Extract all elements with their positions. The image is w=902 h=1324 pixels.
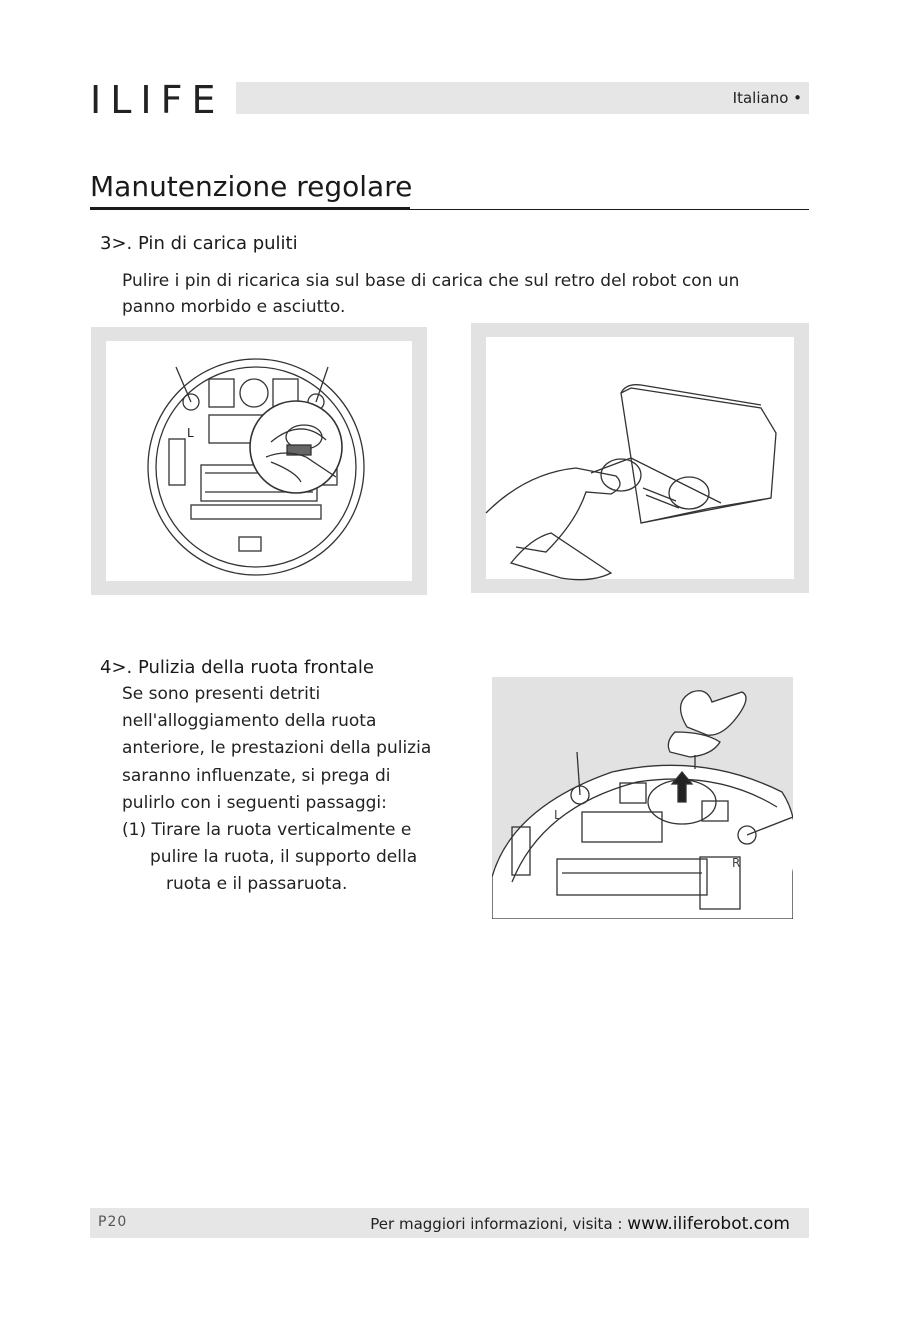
- wheel-right-label: R: [732, 856, 741, 870]
- page-number: P20: [98, 1214, 128, 1230]
- base-pins-illustration: [471, 323, 809, 593]
- footer-info: [370, 1214, 790, 1234]
- wheel-left-label: L: [554, 808, 561, 822]
- section-4-line-6: (1) Tirare la ruota verticalmente e: [122, 820, 412, 841]
- title-rule: [410, 209, 809, 210]
- footer-website-link[interactable]: www.iliferobot.com: [627, 1214, 790, 1234]
- charging-base-drawing: [471, 323, 809, 593]
- language-label: Italiano •: [732, 89, 802, 107]
- robot-left-label: L: [187, 426, 194, 440]
- section-3-line-1: Pulire i pin di ricarica sia sul base di carica che sul retro del robot con un: [122, 271, 740, 291]
- section-3-heading: 3>. Pin di carica puliti: [100, 233, 298, 254]
- section-4-line-3: anteriore, le prestazioni della pulizia: [122, 738, 432, 759]
- section-3-line-2: panno morbido e asciutto.: [122, 297, 346, 317]
- robot-underside-drawing: [91, 327, 427, 595]
- section-4-line-7: pulire la ruota, il supporto della: [150, 847, 418, 868]
- section-4-line-2: nell'alloggiamento della ruota: [122, 711, 377, 732]
- footer-text: Per maggiori informazioni, visita :: [370, 1215, 628, 1233]
- section-4-line-4: saranno influenzate, si prega di: [122, 765, 391, 786]
- robot-pins-illustration: [91, 327, 427, 595]
- page-title: Manutenzione regolare: [90, 170, 413, 203]
- front-wheel-illustration: [492, 677, 793, 919]
- brand-logo: ILIFE: [90, 78, 225, 122]
- section-4-heading: 4>. Pulizia della ruota frontale: [100, 657, 374, 678]
- front-wheel-drawing: [492, 677, 793, 919]
- section-4-line-8: ruota e il passaruota.: [166, 874, 348, 895]
- title-underline: [90, 207, 410, 210]
- section-4-line-5: pulirlo con i seguenti passaggi:: [122, 792, 387, 813]
- section-3-body: [122, 268, 739, 320]
- header-band: [236, 82, 809, 114]
- section-4-body: [122, 681, 431, 899]
- section-4-line-1: Se sono presenti detriti: [122, 684, 321, 704]
